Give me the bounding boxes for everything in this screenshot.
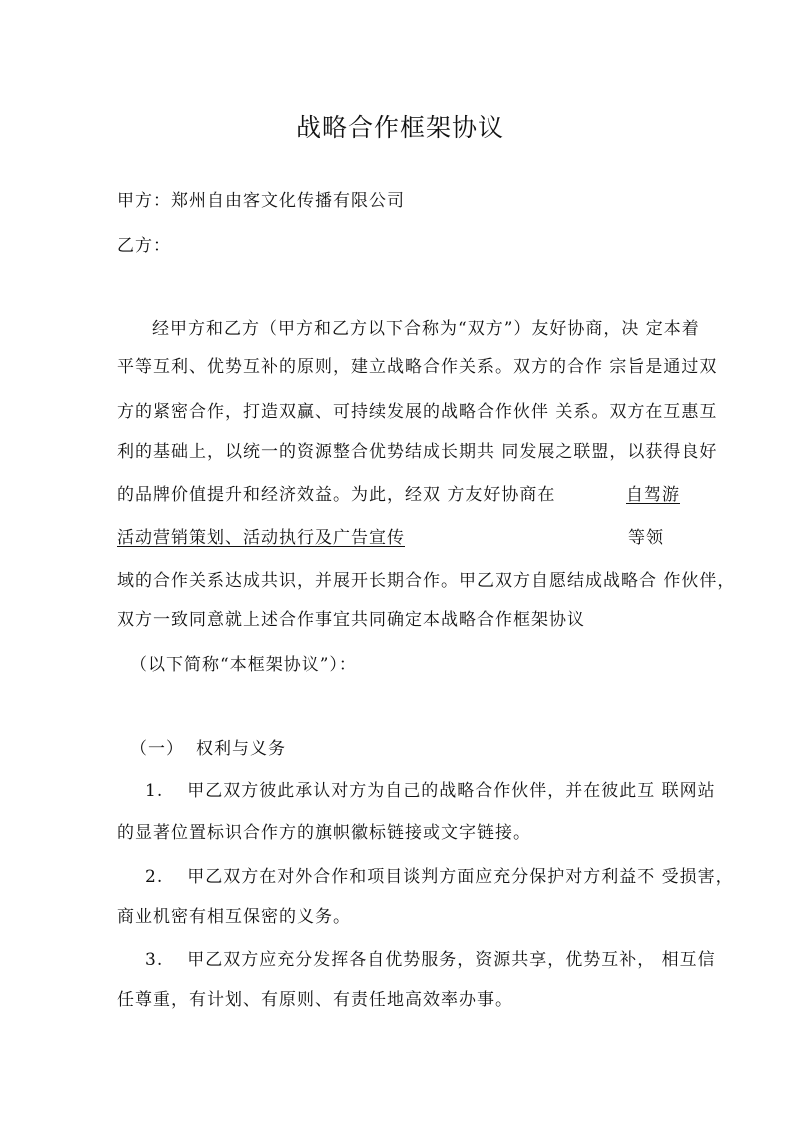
document-title: 战略合作框架协议 xyxy=(295,113,504,142)
cooperation-field-underlined-1: 自驾游 xyxy=(626,485,680,505)
item-2-line-1 xyxy=(145,866,734,888)
item-3-line-1 xyxy=(145,949,716,971)
intro-line-4: 利的基础上，以统一的资源整合优势结成长期共 同发展之联盟，以获得良好 xyxy=(117,442,718,462)
item-1-number: 1. xyxy=(145,781,164,801)
intro-line-9: （以下简称“本框架协议”）： xyxy=(130,655,357,675)
item-2-text: 甲乙双方在对外合作和项目谈判方面应充分保护对方利益不 受损害， xyxy=(187,867,734,887)
section-1-heading xyxy=(130,738,286,760)
intro-line-5: 的品牌价值提升和经济效益。为此，经双 方友好协商在 xyxy=(117,485,556,505)
intro-line-6-tail: 等领 xyxy=(628,528,664,548)
item-2-number: 2. xyxy=(145,867,164,887)
intro-line-3: 方的紧密合作，打造双赢、可持续发展的战略合作伙伴 关系。双方在互惠互 xyxy=(117,402,718,422)
item-2-line-2: 商业机密有相互保密的义务。 xyxy=(117,907,351,927)
party-a-name: 郑州自由客文化传播有限公司 xyxy=(171,191,405,211)
intro-line-1: 经甲方和乙方（甲方和乙方以下合称为“双方”）友好协商，决 定本着 xyxy=(152,319,700,339)
party-a-line xyxy=(117,190,405,212)
party-a-label: 甲方： xyxy=(117,191,171,211)
item-1-text: 甲乙双方彼此承认对方为自己的战略合作伙伴，并在彼此互 联网站 xyxy=(187,781,716,801)
cooperation-field-underlined-2: 活动营销策划、活动执行及广告宣传 xyxy=(117,528,405,548)
item-3-line-2: 任尊重，有计划、有原则、有责任地高效率办事。 xyxy=(117,990,513,1010)
intro-line-8: 双方一致同意就上述合作事宜共同确定本战略合作框架协议 xyxy=(117,610,585,630)
section-1-number: （一） xyxy=(130,739,184,759)
item-3-text: 甲乙双方应充分发挥各自优势服务，资源共享，优势互补， 相互信 xyxy=(187,950,716,970)
item-1-line-1 xyxy=(145,780,716,802)
party-b-label: 乙方： xyxy=(117,236,171,256)
section-1-title: 权利与义务 xyxy=(196,739,286,759)
intro-line-2: 平等互利、优势互补的原则，建立战略合作关系。双方的合作 宗旨是通过双 xyxy=(117,357,718,377)
intro-line-7: 域的合作关系达成共识，并展开长期合作。甲乙双方自愿结成战略合 作伙伴， xyxy=(117,571,736,591)
item-1-line-2: 的显著位置标识合作方的旗帜徽标链接或文字链接。 xyxy=(117,823,531,843)
item-3-number: 3. xyxy=(145,950,164,970)
